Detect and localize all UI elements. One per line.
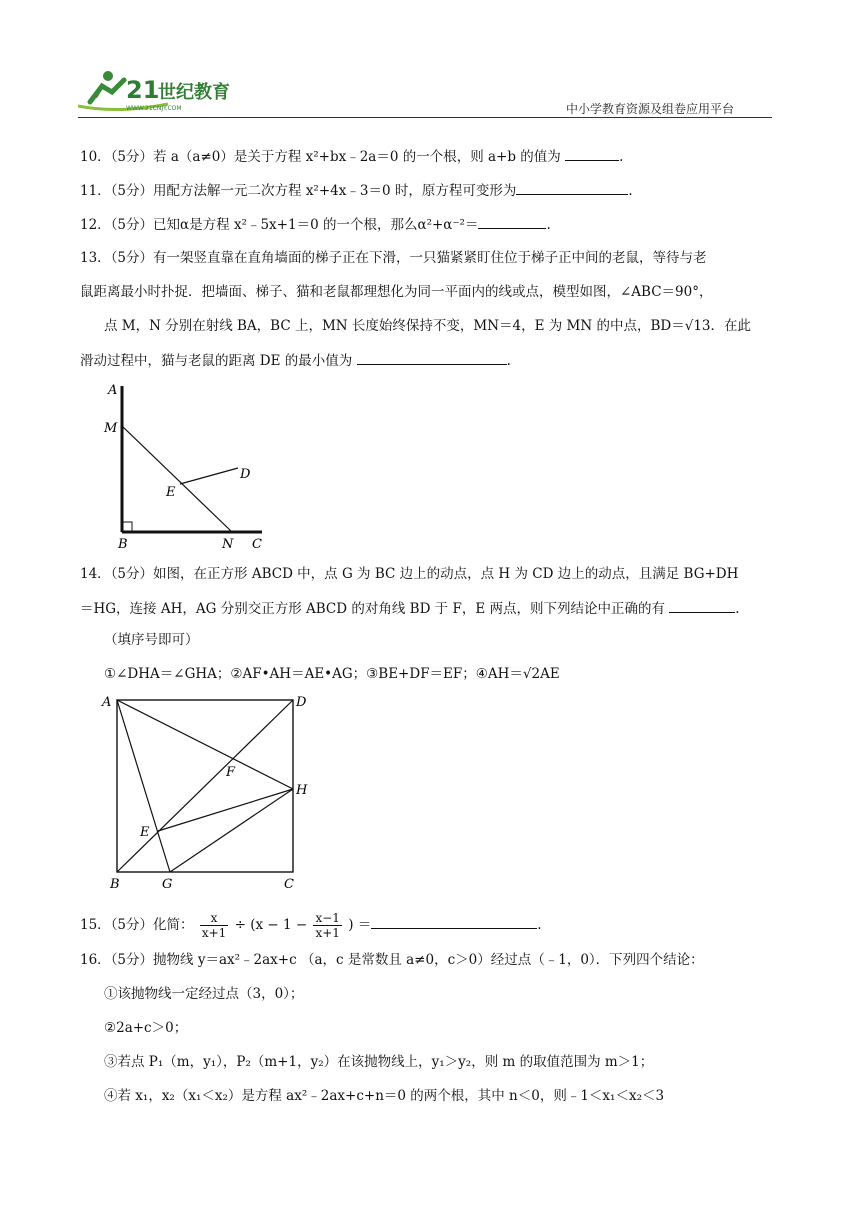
label-h: H: [296, 783, 308, 798]
question-16-option-4: ④若 x₁，x₂（x₁＜x₂）是方程 ax²﹣2ax+c+n＝0 的两个根，其中 n＜0，则﹣1＜x₁＜x₂＜3: [104, 1088, 665, 1104]
question-11: 11．（5分）用配方法解一元二次方程 x²+4x﹣3＝0 时，原方程可变形为 .: [80, 180, 633, 201]
fraction-2: $\frac{x-1}{x+1}$: [315, 911, 340, 940]
answer-blank[interactable]: [669, 598, 735, 613]
label-c: C: [252, 537, 262, 552]
label-d: D: [296, 695, 307, 710]
segment-eh: [158, 789, 293, 831]
platform-name: 中小学教育资源及组卷应用平台: [565, 102, 734, 116]
question-12: 12．（5分）已知α是方程 x²﹣5x+1＝0 的一个根，那么α²+α⁻²＝ .: [80, 214, 551, 235]
svg-text:WWW.21CNJY.COM: WWW.21CNJY.COM: [126, 105, 182, 112]
site-logo: [78, 62, 248, 114]
svg-text:21: 21: [126, 76, 160, 104]
question-14-options: ①∠DHA＝∠GHA；②AF•AH＝AE•AG；③BE+DF＝EF；④AH＝√2AE: [104, 666, 560, 682]
question-16: 16．（5分）抛物线 y＝ax²﹣2ax+c （a，c 是常数且 a≠0，c＞0）经过点（﹣1，0）．下列四个结论：: [80, 952, 704, 968]
answer-blank[interactable]: [357, 350, 507, 365]
segment-de: [180, 468, 238, 484]
label-b: B: [118, 537, 128, 552]
question-13-line3: 点 M，N 分别在射线 BA，BC 上，MN 长度始终保持不变，MN＝4，E 为 MN 的中点，BD＝√13．在此: [104, 318, 752, 334]
question-16-option-2: ②2a+c＞0；: [104, 1020, 188, 1036]
answer-blank[interactable]: [478, 214, 546, 229]
label-m: M: [104, 421, 118, 436]
question-13-line2: 鼠距离最小时扑捉．把墙面、梯子、猫和老鼠都理想化为同一平面内的线或点，模型如图，∠ABC＝90°，: [80, 284, 713, 300]
fraction-1: $\frac{x}{x+1}$: [201, 911, 227, 940]
label-a: A: [108, 383, 118, 398]
header-divider: [78, 117, 772, 118]
question-10: 10．（5分）若 a（a≠0）是关于方程 x²+bx﹣2a＝0 的一个根，则 a+b 的值为 .: [80, 146, 623, 167]
label-c: C: [284, 877, 294, 890]
question-14-line2: ＝HG，连接 AH，AG 分别交正方形 ABCD 的对角线 BD 于 F，E 两点，则下列结论中正确的有 .: [80, 598, 740, 619]
question-15: 15．（5分）化简： $\frac{x}{x+1}$ ÷ (x − 1 − $\frac{x-1}{x+1}$ ) ＝ .: [80, 911, 542, 940]
answer-blank[interactable]: [565, 146, 619, 161]
label-e: E: [140, 825, 150, 840]
label-g: G: [162, 877, 173, 890]
label-b: B: [110, 877, 120, 890]
label-n: N: [222, 537, 234, 552]
label-a: A: [102, 695, 112, 710]
question-16-option-3: ③若点 P₁（m，y₁），P₂（m+1，y₂）在该抛物线上，y₁＞y₂，则 m 的取值范围为 m＞1；: [104, 1054, 654, 1070]
question-13-line4: 滑动过程中，猫与老鼠的距离 DE 的最小值为 .: [80, 350, 511, 371]
logo-text: 世纪教育: [158, 82, 230, 103]
ladder-mn: [122, 426, 232, 532]
ladder-figure: [100, 378, 270, 553]
label-f: F: [226, 765, 236, 780]
square-figure: [98, 690, 318, 890]
label-d: D: [240, 467, 251, 482]
label-e: E: [166, 485, 176, 500]
question-16-option-1: ①该抛物线一定经过点（3，0）；: [104, 986, 304, 1002]
segment-ah: [117, 700, 293, 789]
question-13-line1: 13．（5分）有一架竖直靠在直角墙面的梯子正在下滑，一只猫紧紧盯住位于梯子正中间的老鼠，等待与老: [80, 250, 707, 266]
question-14-hint: （填序号即可）: [104, 632, 199, 648]
question-14-line1: 14．（5分）如图，在正方形 ABCD 中，点 G 为 BC 边上的动点，点 H 为 CD 边上的动点，且满足 BG+DH: [80, 566, 739, 582]
answer-blank[interactable]: [371, 914, 537, 929]
answer-blank[interactable]: [516, 180, 628, 195]
page-header: [78, 62, 772, 120]
